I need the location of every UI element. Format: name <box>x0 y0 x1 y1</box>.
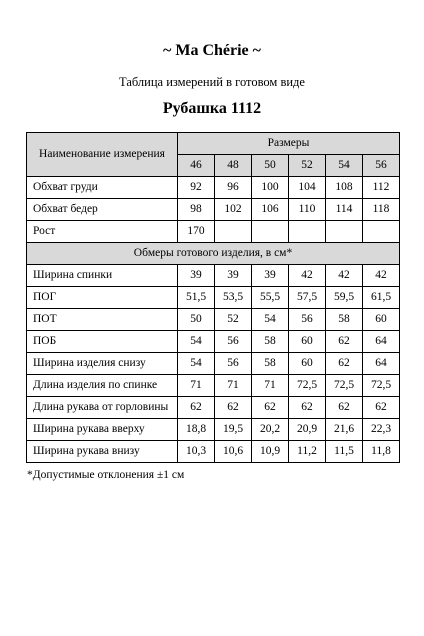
tolerance-note: *Допустимые отклонения ±1 см <box>27 469 185 481</box>
table-cell: 62 <box>363 397 400 419</box>
table-cell: 42 <box>326 265 363 287</box>
table-cell: 112 <box>363 177 400 199</box>
table-cell: 39 <box>252 265 289 287</box>
table-cell: 11,5 <box>326 441 363 463</box>
table-cell: 59,5 <box>326 287 363 309</box>
size-header: 46 <box>178 155 215 177</box>
section-title: Обмеры готового изделия, в см* <box>27 243 400 265</box>
table-row <box>27 331 400 353</box>
table-cell: 54 <box>178 353 215 375</box>
row-label: ПОБ <box>27 331 178 353</box>
table-cell: 20,9 <box>289 419 326 441</box>
table-cell: 60 <box>363 309 400 331</box>
table-cell: 71 <box>252 375 289 397</box>
product-title: Рубашка 1112 <box>162 100 262 117</box>
section-row <box>27 243 400 265</box>
size-header: 56 <box>363 155 400 177</box>
measurement-name-header: Наименование измерения <box>27 133 178 177</box>
table-cell: 110 <box>289 199 326 221</box>
size-header: 48 <box>215 155 252 177</box>
row-label: ПОГ <box>27 287 178 309</box>
table-cell: 98 <box>178 199 215 221</box>
table-cell: 20,2 <box>252 419 289 441</box>
table-cell: 62 <box>252 397 289 419</box>
table-cell: 58 <box>252 331 289 353</box>
table-cell: 18,8 <box>178 419 215 441</box>
table-cell: 100 <box>252 177 289 199</box>
document-subtitle: Таблица измерений в готовом виде <box>119 75 305 89</box>
table-cell: 54 <box>178 331 215 353</box>
table-cell: 71 <box>178 375 215 397</box>
table-row <box>27 221 400 243</box>
table-cell: 54 <box>252 309 289 331</box>
table-cell: 42 <box>363 265 400 287</box>
table-cell: 19,5 <box>215 419 252 441</box>
table-row <box>27 177 400 199</box>
table-cell: 61,5 <box>363 287 400 309</box>
table-cell: 72,5 <box>326 375 363 397</box>
table-cell: 64 <box>363 353 400 375</box>
table-cell: 62 <box>326 331 363 353</box>
table-row <box>27 397 400 419</box>
table-cell: 57,5 <box>289 287 326 309</box>
table-cell: 62 <box>326 397 363 419</box>
row-label: Обхват бедер <box>27 199 178 221</box>
table-cell: 58 <box>326 309 363 331</box>
row-label: Ширина спинки <box>27 265 178 287</box>
table-cell: 62 <box>215 397 252 419</box>
table-cell: 10,9 <box>252 441 289 463</box>
table-cell <box>326 221 363 243</box>
table-cell: 10,3 <box>178 441 215 463</box>
row-label: Ширина рукава внизу <box>27 441 178 463</box>
table-cell: 11,2 <box>289 441 326 463</box>
table-cell: 92 <box>178 177 215 199</box>
row-label: Обхват груди <box>27 177 178 199</box>
row-label: Ширина изделия снизу <box>27 353 178 375</box>
table-cell: 64 <box>363 331 400 353</box>
table-cell: 72,5 <box>289 375 326 397</box>
table-cell: 72,5 <box>363 375 400 397</box>
table-cell: 39 <box>178 265 215 287</box>
table-cell: 62 <box>178 397 215 419</box>
table-row <box>27 199 400 221</box>
table-cell: 55,5 <box>252 287 289 309</box>
size-header: 52 <box>289 155 326 177</box>
table-cell: 22,3 <box>363 419 400 441</box>
row-label: ПОТ <box>27 309 178 331</box>
table-cell: 50 <box>178 309 215 331</box>
row-label: Рост <box>27 221 178 243</box>
table-cell <box>215 221 252 243</box>
sizes-header: Размеры <box>178 133 400 155</box>
table-cell: 56 <box>289 309 326 331</box>
table-cell: 39 <box>215 265 252 287</box>
table-cell: 114 <box>326 199 363 221</box>
table-cell: 118 <box>363 199 400 221</box>
table-cell: 58 <box>252 353 289 375</box>
brand-title: ~ Ma Chérie ~ <box>163 42 261 59</box>
table-cell: 60 <box>289 353 326 375</box>
table-row <box>27 353 400 375</box>
table-cell: 21,6 <box>326 419 363 441</box>
table-cell: 71 <box>215 375 252 397</box>
row-label: Длина изделия по спинке <box>27 375 178 397</box>
row-label: Ширина рукава вверху <box>27 419 178 441</box>
table-cell <box>252 221 289 243</box>
table-cell: 56 <box>215 353 252 375</box>
table-cell: 108 <box>326 177 363 199</box>
table-cell: 62 <box>289 397 326 419</box>
table-cell: 42 <box>289 265 326 287</box>
table-row <box>27 309 400 331</box>
row-label: Длина рукава от горловины <box>27 397 178 419</box>
table-cell <box>363 221 400 243</box>
table-cell: 170 <box>178 221 215 243</box>
table-cell: 51,5 <box>178 287 215 309</box>
table-row <box>27 265 400 287</box>
size-table <box>26 132 400 463</box>
table-cell: 10,6 <box>215 441 252 463</box>
table-cell: 102 <box>215 199 252 221</box>
table-cell: 56 <box>215 331 252 353</box>
size-header: 54 <box>326 155 363 177</box>
table-cell: 60 <box>289 331 326 353</box>
table-row <box>27 287 400 309</box>
table-cell: 96 <box>215 177 252 199</box>
table-row <box>27 375 400 397</box>
table-cell: 62 <box>326 353 363 375</box>
table-cell: 53,5 <box>215 287 252 309</box>
table-cell: 52 <box>215 309 252 331</box>
table-row <box>27 419 400 441</box>
table-cell <box>289 221 326 243</box>
table-cell: 11,8 <box>363 441 400 463</box>
size-header: 50 <box>252 155 289 177</box>
table-row <box>27 441 400 463</box>
table-cell: 106 <box>252 199 289 221</box>
table-cell: 104 <box>289 177 326 199</box>
